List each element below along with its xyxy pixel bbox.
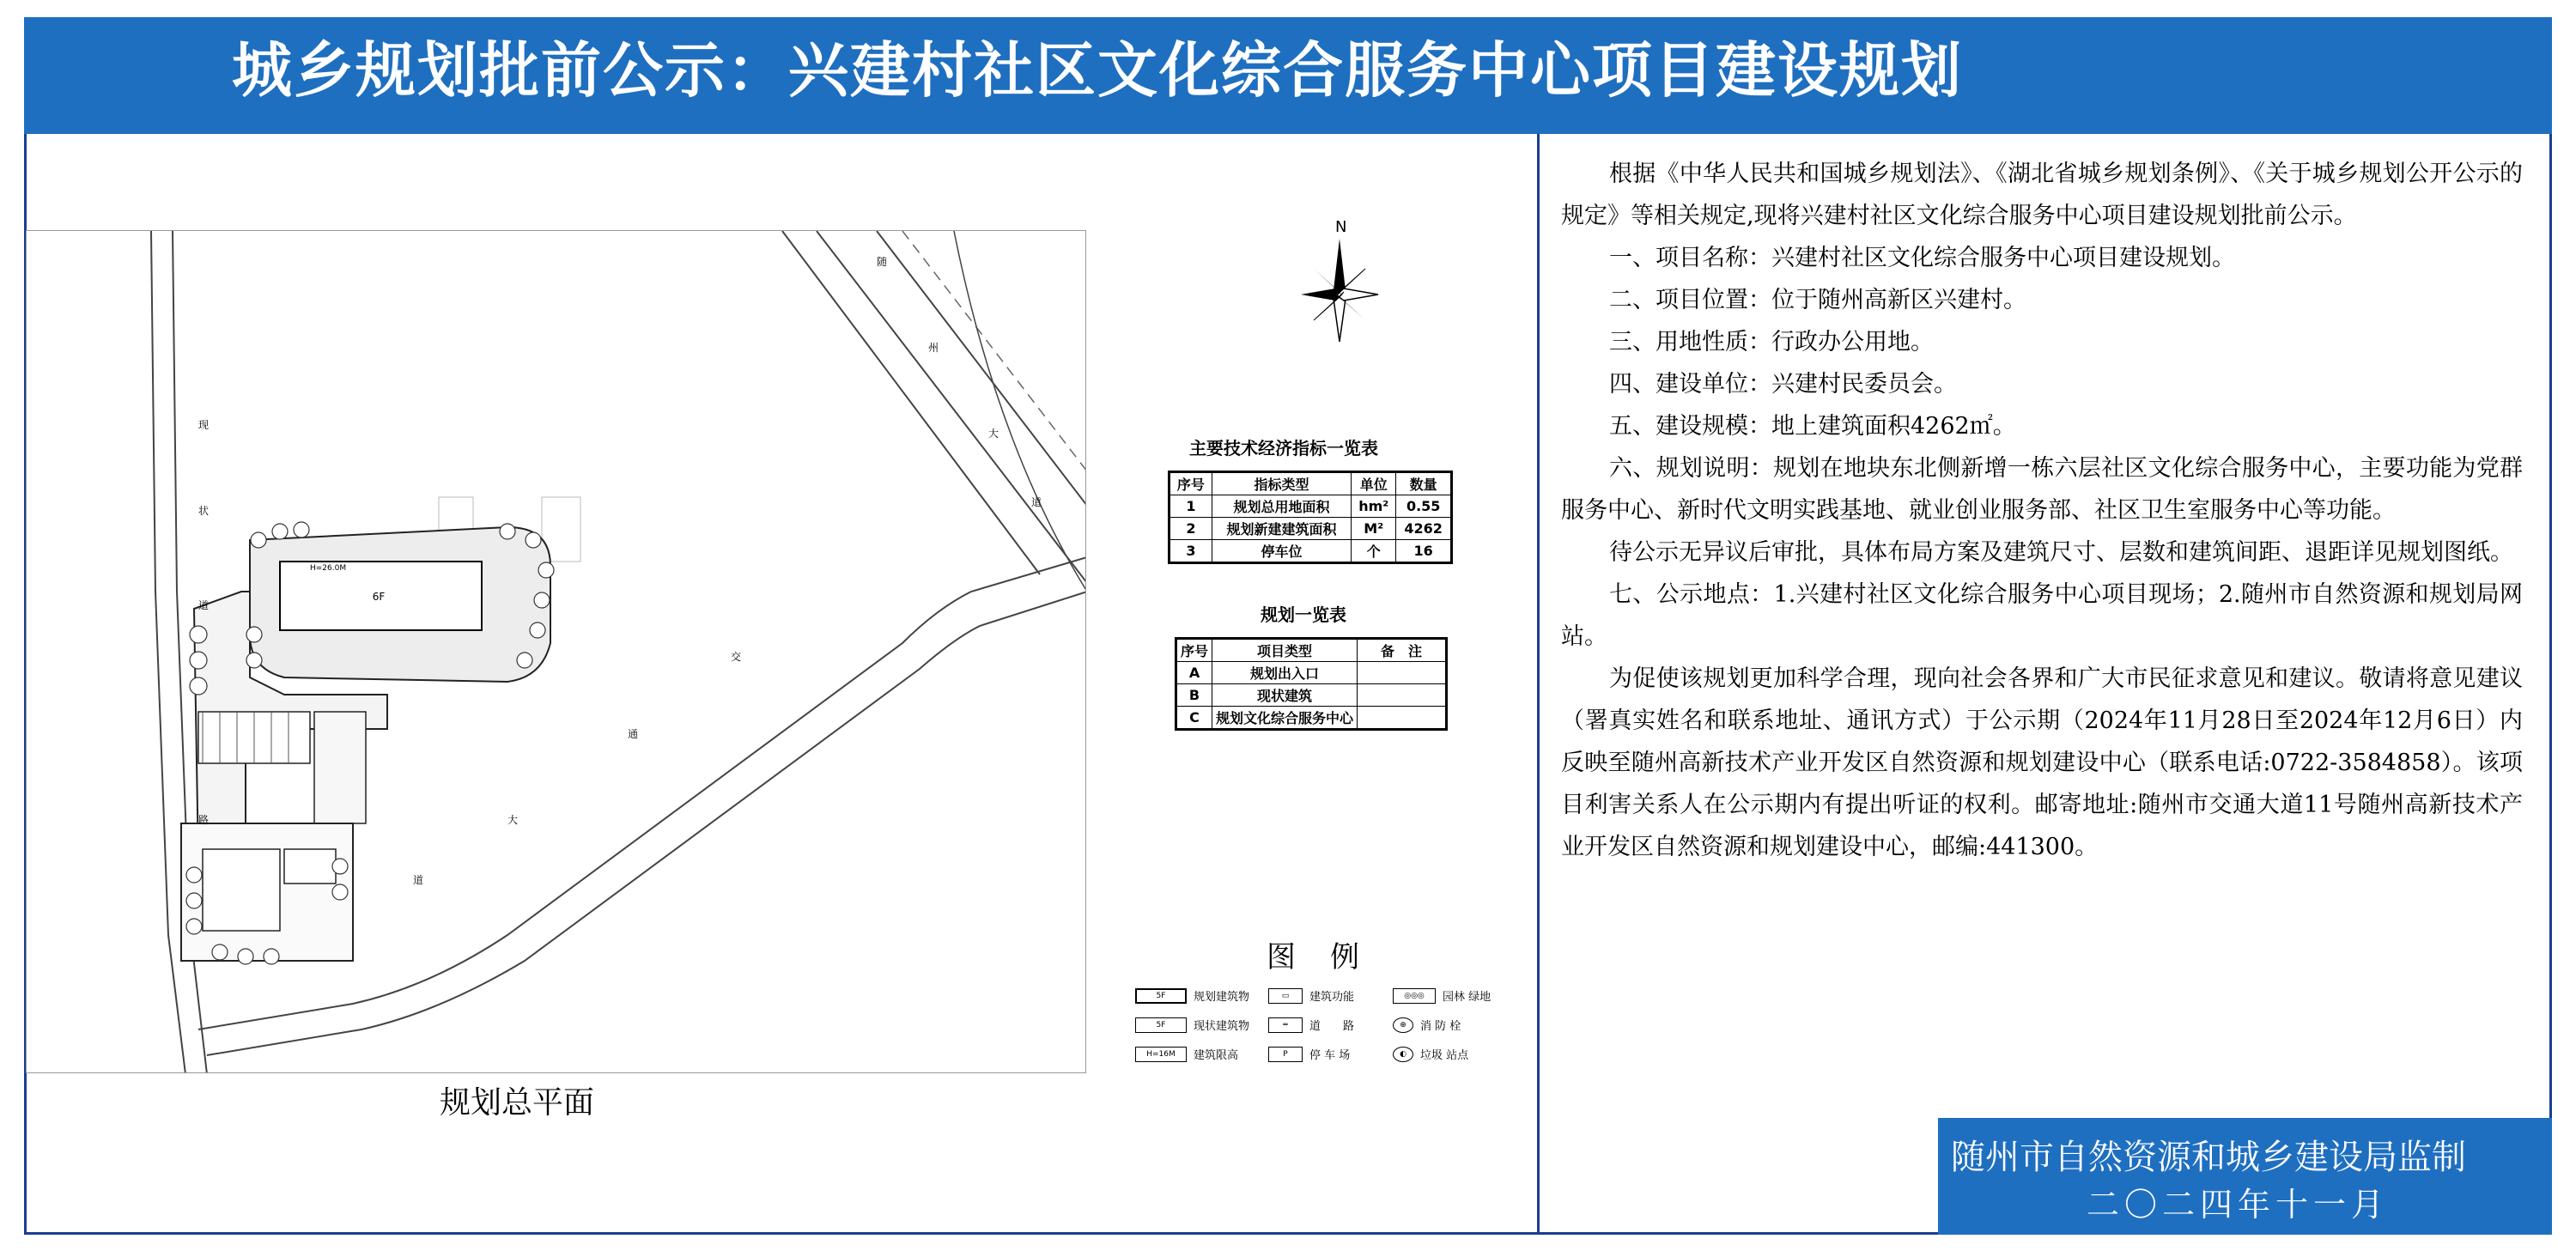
notice-paragraph: 三、用地性质：行政办公用地。 — [1609, 329, 1934, 355]
table-cell: 1 — [1170, 495, 1212, 518]
table-cell — [1358, 707, 1447, 730]
table-cell: 停车位 — [1212, 540, 1351, 563]
notice-text — [1561, 153, 2523, 868]
notice-paragraph: 一、项目名称：兴建村社区文化综合服务中心项目建设规划。 — [1609, 245, 2235, 271]
signature-date: 二〇二四年十一月 — [2087, 1186, 2390, 1224]
legend-label: 道 路 — [1309, 1020, 1355, 1033]
notice-paragraph: 根据《中华人民共和国城乡规划法》、《湖北省城乡规划条例》、《关于城乡规划公开公示的规定》等相关规定,现将兴建村社区文化综合服务中心项目建设规划批前公示。 — [1561, 161, 2523, 229]
building-floor-label: 6F — [372, 591, 386, 603]
legend-symbol: 5F — [1135, 1017, 1187, 1033]
table-cell: 0.55 — [1396, 495, 1452, 518]
map-label-4: 道 — [1031, 496, 1042, 508]
table-cell: 3 — [1170, 540, 1212, 563]
table-cell: M² — [1352, 518, 1396, 540]
legend-symbol: 5F — [1135, 988, 1187, 1004]
table-cell: 个 — [1352, 540, 1396, 563]
existing-building-b — [314, 712, 366, 823]
road-symbol: ═ — [1268, 1017, 1303, 1033]
road-label-1: 现 — [198, 419, 210, 431]
table-cell: hm² — [1352, 495, 1396, 518]
north-label: N — [1335, 218, 1347, 236]
table-cell: 4262 — [1396, 518, 1452, 540]
table-cell: 规划文化综合服务中心 — [1212, 707, 1358, 730]
indicator-table — [1168, 471, 1453, 564]
legend-item — [1135, 987, 1249, 1004]
table-header-row — [1176, 639, 1447, 662]
table-header-row — [1170, 472, 1452, 495]
table-cell: A — [1176, 662, 1212, 684]
indicator-table-title: 主要技术经济指标一览表 — [1189, 438, 1378, 458]
table-cell: 规划新建建筑面积 — [1212, 518, 1351, 540]
notice-paragraph: 为促使该规划更加科学合理，现向社会各界和广大市民征求意见和建议。敬请将意见建议（署真实姓名和联系地址、通讯方式）于公示期（2024年11月28日至2024年12月6日）内反映至随州高新技术产业开发区自然资源和规划建设中心（联系电话:0722-3584858）。该项目利害关系人在公示期内有提出听证的权利。邮寄地址:随州市交通大道11号随州高新技术产业开发区自然资源和规划建设中心，邮编:441300。 — [1561, 665, 2523, 860]
table-cell: 2 — [1170, 518, 1212, 540]
legend-item — [1268, 1017, 1354, 1033]
road-label-8: 道 — [413, 874, 424, 886]
building-height-label: H=26.0M — [310, 564, 347, 573]
legend-label: 消 防 栓 — [1420, 1020, 1461, 1033]
road-curve — [954, 231, 1086, 592]
legend-label: 垃圾 站点 — [1420, 1049, 1469, 1062]
legend-label: 建筑限高 — [1194, 1049, 1239, 1062]
table-header: 单位 — [1352, 472, 1396, 495]
table-header: 序号 — [1170, 472, 1212, 495]
table-row — [1176, 662, 1447, 684]
table-cell: 规划出入口 — [1212, 662, 1358, 684]
notice-paragraph: 待公示无异议后审批，具体布局方案及建筑尺寸、层数和建筑间距、退距详见规划图纸。 — [1609, 539, 2513, 566]
table-row — [1176, 707, 1447, 730]
site-plan-svg — [27, 231, 1086, 1073]
existing-building-c — [284, 849, 336, 884]
table-row — [1170, 495, 1452, 518]
road-label-3: 道 — [198, 599, 210, 611]
legend-symbol: H=16M — [1135, 1047, 1187, 1062]
table-cell: B — [1176, 684, 1212, 707]
legend-label: 现状建筑物 — [1194, 1020, 1250, 1033]
legend-item — [1268, 987, 1354, 1004]
notice-paragraph: 七、公示地点：1.兴建村社区文化综合服务中心项目现场；2.随州市自然资源和规划局网站。 — [1561, 581, 2523, 650]
page-title: 城乡规划批前公示：兴建村社区文化综合服务中心项目建设规划 — [232, 35, 1963, 106]
table-cell: C — [1176, 707, 1212, 730]
trash-icon: ◐ — [1393, 1047, 1413, 1062]
table-cell: 16 — [1396, 540, 1452, 563]
legend-title: 图例 — [1267, 940, 1394, 975]
table-cell — [1358, 684, 1447, 707]
legend-label: 建筑功能 — [1309, 991, 1355, 1004]
notice-paragraph: 五、建设规模：地上建筑面积4262㎡。 — [1609, 413, 2016, 440]
legend-label: 规划建筑物 — [1194, 991, 1250, 1004]
plan-caption: 规划总平面 — [440, 1085, 595, 1120]
notice-paragraph: 四、建设单位：兴建村民委员会。 — [1609, 371, 1957, 398]
legend-item — [1135, 1046, 1238, 1062]
parking-symbol: P — [1268, 1047, 1303, 1062]
legend-item — [1393, 1046, 1468, 1062]
table-header: 项目类型 — [1212, 639, 1358, 662]
notice-paragraph: 二、项目位置：位于随州高新区兴建村。 — [1609, 287, 2026, 313]
road-label-7: 大 — [507, 814, 519, 826]
map-label-3: 大 — [988, 428, 999, 440]
road-diagonal-2 — [817, 231, 1086, 583]
plan-table — [1175, 637, 1448, 731]
legend-item — [1393, 1017, 1461, 1033]
legend-label: 园林 绿地 — [1443, 991, 1492, 1004]
column-divider — [1537, 134, 1540, 1235]
existing-building-a — [203, 849, 280, 931]
signature-org: 随州市自然资源和城乡建设局监制 — [1951, 1138, 2466, 1177]
garden-symbol: ◎◎◎ — [1393, 988, 1436, 1004]
table-cell: 现状建筑 — [1212, 684, 1358, 707]
map-label-2: 州 — [928, 342, 939, 354]
table-header: 序号 — [1176, 639, 1212, 662]
legend-item — [1135, 1017, 1249, 1033]
north-arrow — [1292, 213, 1387, 354]
table-cell: 规划总用地面积 — [1212, 495, 1351, 518]
notice-paragraph: 六、规划说明：规划在地块东北侧新增一栋六层社区文化综合服务中心，主要功能为党群服务中心、新时代文明实践基地、就业创业服务部、社区卫生室服务中心等功能。 — [1561, 455, 2523, 524]
site-plan-drawing — [26, 230, 1086, 1073]
road-label-6: 通 — [628, 728, 639, 740]
table-header: 备 注 — [1358, 639, 1447, 662]
legend-item — [1393, 987, 1491, 1004]
road-label-4: 路 — [198, 814, 210, 826]
map-label-1: 随 — [877, 256, 888, 268]
table-header: 指标类型 — [1212, 472, 1351, 495]
hydrant-icon: ⊕ — [1393, 1017, 1413, 1033]
table-cell — [1358, 662, 1447, 684]
table-row — [1170, 518, 1452, 540]
table-header: 数量 — [1396, 472, 1452, 495]
building-function-symbol: ▭ — [1268, 988, 1303, 1004]
legend-item — [1268, 1046, 1350, 1062]
road-label-2: 状 — [198, 505, 210, 517]
road-label-5: 交 — [731, 651, 742, 663]
legend-label: 停 车 场 — [1309, 1049, 1351, 1062]
table-row — [1170, 540, 1452, 563]
plan-table-title: 规划一览表 — [1261, 604, 1346, 625]
table-row — [1176, 684, 1447, 707]
road-diagonal-3 — [877, 231, 1086, 506]
road-diagonal-1 — [782, 231, 1040, 574]
